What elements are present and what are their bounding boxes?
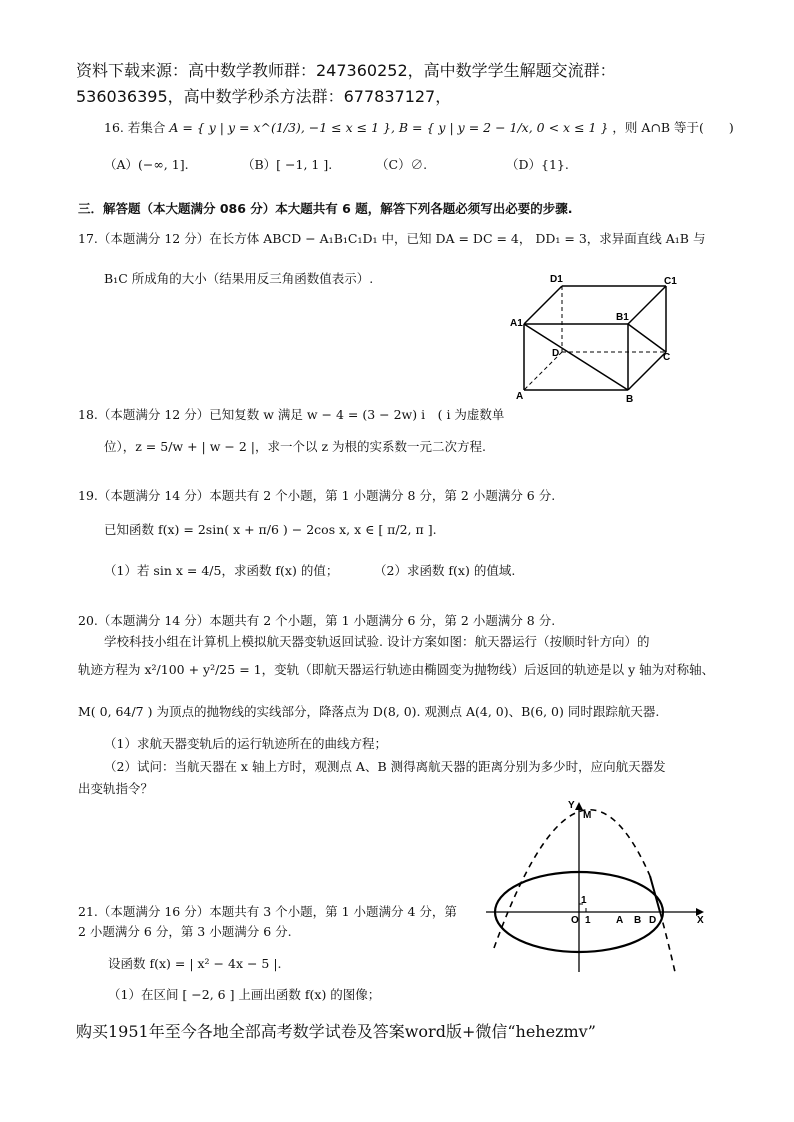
edge-d1a1 xyxy=(524,286,562,324)
q16-option-a: （A）(−∞, 1]. xyxy=(104,157,189,172)
q19-part-2: （2）求函数 f(x) 的值域. xyxy=(374,563,516,578)
q18-line-2: 位），z = 5/w + | w − 2 |，求一个以 z 为根的实系数一元二次方程. xyxy=(104,439,486,454)
q16-option-b: （B）[ −1, 1 ]. xyxy=(242,157,333,172)
label-c1: C1 xyxy=(664,276,677,287)
q20-part-1: （1）求航天器变轨后的运行轨迹所在的曲线方程； xyxy=(104,736,387,751)
q16-stem xyxy=(104,119,734,137)
cuboid-figure xyxy=(500,268,690,408)
q17-line-2: B₁C 所成角的大小（结果用反三角函数值表示）. xyxy=(104,271,374,286)
parabola-dashed-lower xyxy=(660,912,675,972)
label-x: X xyxy=(697,915,704,926)
segment-a1b xyxy=(524,324,628,390)
q18-line-1: 18.（本题满分 12 分）已知复数 w 满足 w − 4 = (3 − 2w) i ( i 为虚数单 xyxy=(78,407,505,422)
label-m: M xyxy=(583,810,592,821)
q21-line-3: 设函数 f(x) = | x² − 4x − 5 |. xyxy=(108,956,282,971)
q20-line-3: 轨迹方程为 x²/100 + y²/25 = 1，变轨（即航天器运行轨迹由椭圆变为抛物线）后返回的轨迹是以 y 轴为对称轴、 xyxy=(78,662,715,677)
segment-b1c xyxy=(628,324,666,352)
q21-line-1: 21.（本题满分 16 分）本题共有 3 个小题，第 1 小题满分 4 分，第 xyxy=(78,904,457,919)
q16-ask: ，则 A∩B 等于( ) xyxy=(612,120,734,135)
y-axis-arrow xyxy=(575,802,583,810)
source-line-1: 资料下载来源：高中数学教师群：247360252，高中数学学生解题交流群： xyxy=(76,61,616,80)
q20-line-1: 20.（本题满分 14 分）本题共有 2 个小题，第 1 小题满分 6 分，第 2 小题满分 8 分. xyxy=(78,613,556,628)
q20-line-7: 出变轨指令？ xyxy=(78,781,154,796)
source-line-2: 536036395，高中数学秒杀方法群：677837127， xyxy=(76,87,452,106)
edge-bc xyxy=(628,352,666,390)
q21-part-1: （1）在区间 [ −2, 6 ] 上画出函数 f(x) 的图像； xyxy=(108,987,381,1002)
orbit-figure xyxy=(482,796,712,976)
q16-sets: A = { y | y = x^(1/3), −1 ≤ x ≤ 1 }, B = { y | y = 2 − 1/x, 0 < x ≤ 1 } xyxy=(169,120,609,135)
q19-line-2: 已知函数 f(x) = 2sin( x + π/6 ) − 2cos x, x ∈ [ π/2, π ]. xyxy=(104,522,437,537)
q16-number: 16. 若集合 xyxy=(104,120,166,135)
label-one-y: 1 xyxy=(581,895,587,906)
label-d1: D1 xyxy=(550,274,563,285)
q20-part-2: （2）试问：当航天器在 x 轴上方时，观测点 A、B 测得离航天器的距离分别为多少时，应向航天器发 xyxy=(104,759,666,774)
q16-option-d: （D）{1}. xyxy=(506,157,569,172)
label-d: D xyxy=(649,915,657,926)
label-one-x: 1 xyxy=(585,915,591,926)
q16-option-c: （C）∅. xyxy=(376,157,428,172)
label-b: B xyxy=(626,394,634,405)
label-c: C xyxy=(663,352,671,363)
label-b: B xyxy=(634,915,642,926)
label-o: O xyxy=(571,915,579,926)
footer-ad: 购买1951年至今各地全部高考数学试卷及答案word版+微信“hehezmv” xyxy=(76,1022,596,1041)
q19-part-1: （1）若 sin x = 4/5，求函数 f(x) 的值； xyxy=(104,563,339,578)
label-a: A xyxy=(516,391,524,402)
label-a: A xyxy=(616,915,624,926)
q17-line-1: 17.（本题满分 12 分）在长方体 ABCD − A₁B₁C₁D₁ 中，已知 DA = DC = 4， DD₁ = 3，求异面直线 A₁B 与 xyxy=(78,231,706,246)
label-d: D xyxy=(552,348,560,359)
q21-line-2: 2 小题满分 6 分，第 3 小题满分 6 分. xyxy=(78,924,292,939)
q20-line-4: M( 0, 64/7 ) 为顶点的抛物线的实线部分，降落点为 D(8, 0). 观测点 A(4, 0)、B(6, 0) 同时跟踪航天器. xyxy=(78,704,660,719)
section-heading: 三．解答题（本大题满分 086 分）本大题共有 6 题，解答下列各题必须写出必要的步骤. xyxy=(78,201,573,216)
label-a1: A1 xyxy=(510,318,523,329)
label-b1: B1 xyxy=(616,312,629,323)
q20-line-2: 学校科技小组在计算机上模拟航天器变轨返回试验. 设计方案如图：航天器运行（按顺时针方向）的 xyxy=(104,634,650,649)
q19-line-1: 19.（本题满分 14 分）本题共有 2 个小题，第 1 小题满分 8 分，第 2 小题满分 6 分. xyxy=(78,488,556,503)
label-y: Y xyxy=(568,800,575,811)
parabola-solid xyxy=(650,876,660,912)
edge-c1b1 xyxy=(628,286,666,324)
